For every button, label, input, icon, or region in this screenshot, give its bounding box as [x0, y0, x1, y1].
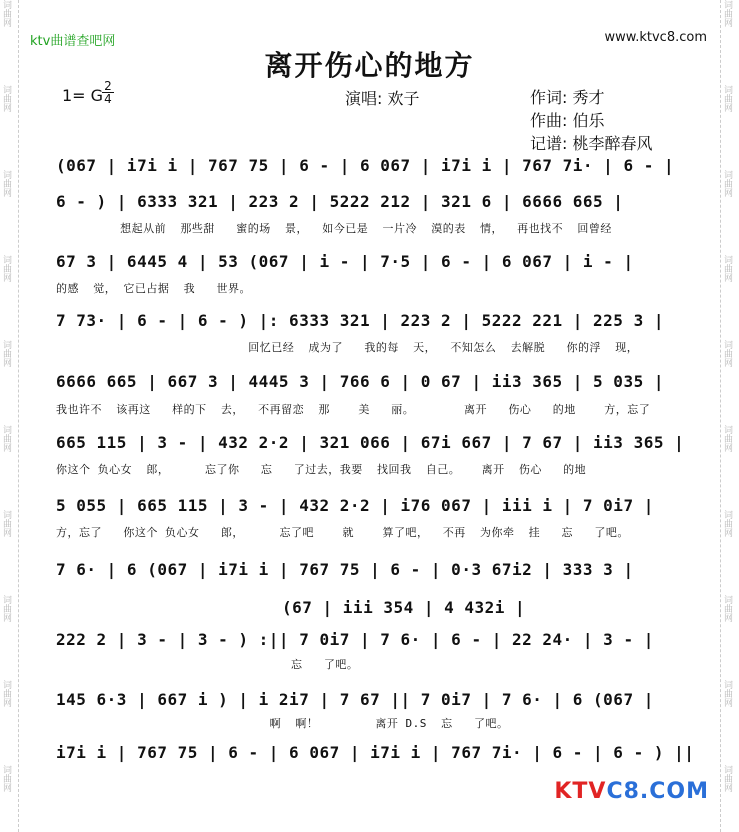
score-lyric: 想起从前 那些甜 蜜的场 景， 如今已是 一片冷 漠的表 情， 再也找不 回曾经	[56, 222, 612, 235]
singer: 演唱: 欢子	[345, 89, 420, 108]
score-lyric: 你这个 负心女 郎， 忘了你 忘 了过去，我要 找回我 自己。 离开 伤心 的地	[56, 463, 587, 476]
score-notes: (67 | iii 354 | 4 432i |	[282, 598, 526, 617]
logo-part-2: C8.COM	[606, 779, 709, 804]
site-logo	[554, 779, 709, 804]
site-url: www.ktvc8.com	[604, 30, 707, 45]
score-notes: i7i i | 767 75 | 6 - | 6 067 | i7i i | 767 7i· | 6 - | 6 - ) ||	[56, 743, 695, 762]
transcriber: 记谱: 桃李醉春风	[530, 134, 653, 153]
time-top: 2	[104, 79, 112, 93]
score-notes: (067 | i7i i | 767 75 | 6 - | 6 067 | i7i i | 767 7i· | 6 - |	[56, 156, 675, 175]
score-notes: 5 055 | 665 115 | 3 - | 432 2·2 | i76 067 | iii i | 7 0i7 |	[56, 496, 654, 515]
score-lyric: 我也许不 该再这 样的下 去， 不再留恋 那 美 丽。 离开 伤心 的地 方，忘了	[56, 403, 651, 416]
score-notes: 6666 665 | 667 3 | 4445 3 | 766 6 | 0 67 | ii3 365 | 5 035 |	[56, 372, 664, 391]
score-notes: 7 73· | 6 - | 6 - ) |: 6333 321 | 223 2 | 5222 221 | 225 3 |	[56, 311, 664, 330]
key-signature: 1= G	[62, 86, 104, 105]
score-notes: 222 2 | 3 - | 3 - ) :|| 7 0i7 | 7 6· | 6 - | 22 24· | 3 - |	[56, 630, 654, 649]
lyricist: 作词: 秀才	[530, 88, 605, 107]
left-watermark-strip: 词曲网 词曲网 词曲网 词曲网 词曲网 词曲网 词曲网 词曲网 词曲网 词曲网	[0, 0, 19, 832]
site-name: ktv曲谱查吧网	[30, 34, 116, 49]
score-lyric: 方，忘了 你这个 负心女 郎， 忘了吧 就 算了吧， 不再 为你牵 挂 忘 了吧。	[56, 526, 629, 539]
score-notes: 145 6·3 | 667 i ) | i 2i7 | 7 67 || 7 0i7 | 7 6· | 6 (067 |	[56, 690, 654, 709]
logo-part-1: KTV	[554, 779, 607, 804]
right-watermark-strip: 词曲网 词曲网 词曲网 词曲网 词曲网 词曲网 词曲网 词曲网 词曲网 词曲网	[720, 0, 739, 832]
time-bottom: 4	[104, 92, 112, 106]
score-notes: 6 - ) | 6333 321 | 223 2 | 5222 212 | 321 6 | 6666 665 |	[56, 192, 624, 211]
score-lyric: 的感 觉， 它已占据 我 世界。	[56, 282, 251, 295]
score-lyric: 忘 了吧。	[56, 658, 359, 671]
score-lyric: 回忆已经 成为了 我的每 天， 不知怎么 去解脱 你的浮 现，	[56, 341, 639, 354]
credits	[530, 86, 652, 155]
song-title: 离开伤心的地方	[264, 49, 475, 82]
score-lyric: 啊 啊！ 离开 D.S 忘 了吧。	[56, 717, 509, 730]
score-notes: 665 115 | 3 - | 432 2·2 | 321 066 | 67i 667 | 7 67 | ii3 365 |	[56, 433, 685, 452]
score-notes: 67 3 | 6445 4 | 53 (067 | i - | 7·5 | 6 - | 6 067 | i - |	[56, 252, 634, 271]
time-signature	[102, 80, 114, 105]
score-notes: 7 6· | 6 (067 | i7i i | 767 75 | 6 - | 0·3 67i2 | 333 3 |	[56, 560, 634, 579]
composer: 作曲: 伯乐	[530, 111, 605, 130]
